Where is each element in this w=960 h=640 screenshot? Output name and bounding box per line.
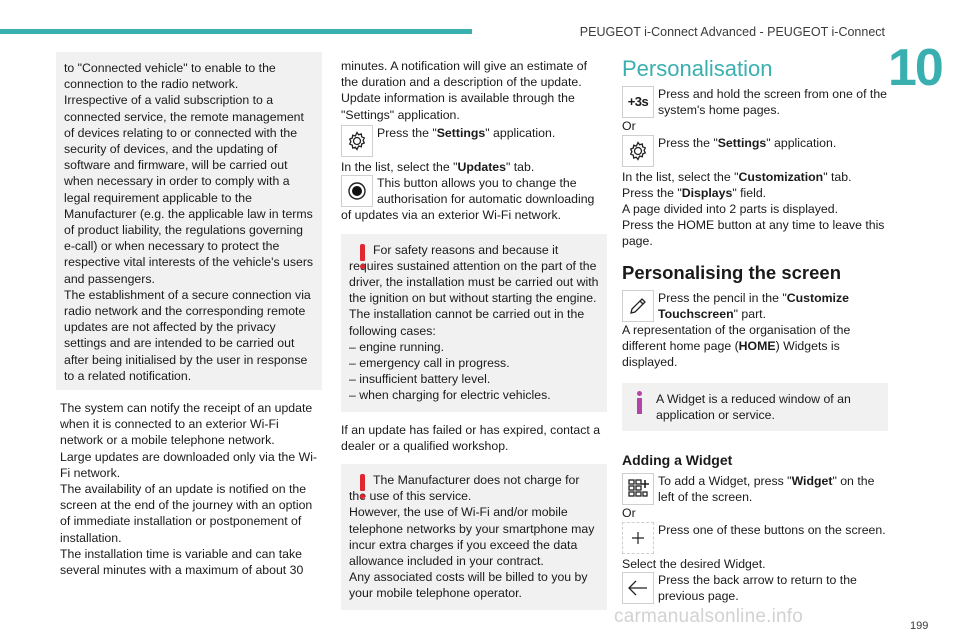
back-step-text: Press the back arrow to return to the previous page. xyxy=(658,572,857,604)
select-widget-text: Select the desired Widget. xyxy=(622,556,766,571)
plus-step-text: Press one of these buttons on the screen. xyxy=(658,522,886,537)
charges-warning-box xyxy=(341,464,607,610)
safety-warning-box xyxy=(341,234,607,412)
settings-step-bold: Settings xyxy=(436,125,486,140)
chapter-number: 10 xyxy=(888,39,942,97)
home-leave-text: Press the HOME button at any time to leave this page. xyxy=(622,218,885,249)
settings-step-2 xyxy=(622,135,888,167)
updates-tab-suffix: " tab. xyxy=(505,159,535,174)
update-notify-text: The system can notify the receipt of an update when it is connected to an exterior Wi-Fi network or a mobile telephone network. Large updates are downloaded only via the Wi-Fi network. The availability of an update is notified on the screen at the end of the journey with an option of immediate installation or postponement of installation. The installation time is variable and can take several minutes with a maximum of about 30 xyxy=(60,401,318,578)
settings-step-2-suffix: " application. xyxy=(766,135,837,150)
customization-suffix: " tab. xyxy=(823,169,852,184)
adding-widget-title: Adding a Widget xyxy=(622,452,733,469)
widget-info-box xyxy=(622,383,888,431)
displays-step xyxy=(622,185,888,201)
updates-tab-bold: Updates xyxy=(457,159,506,174)
customization-step xyxy=(622,169,888,185)
pencil-step-text: Press the pencil in the " xyxy=(658,290,787,305)
widget-step-suffix: " on the left of the screen. xyxy=(658,474,875,505)
displays-suffix: " field. xyxy=(732,185,767,200)
or-text: Or xyxy=(622,119,636,134)
updates-tab-text: In the list, select the " xyxy=(341,159,458,174)
pencil-step-bold: Customize Touchscreen xyxy=(658,290,849,321)
back-step xyxy=(622,572,888,604)
settings-gear-icon xyxy=(341,125,373,157)
displays-text: Press the " xyxy=(622,185,682,200)
legal-note-box xyxy=(56,52,322,390)
column-2 xyxy=(341,58,607,610)
column-3 xyxy=(622,56,888,604)
widget-step-bold: Widget xyxy=(791,474,833,489)
pencil-step-suffix: " part. xyxy=(733,306,767,321)
charges-warning-text: The Manufacturer does not charge for the use of this service. However, the use of Wi-Fi and/or mobile telephone networks by your smartphone may incur extra charges if you exceed the data allowance included in your contract. Any associated costs will be billed to you by your mobile telephone operator. xyxy=(349,473,595,601)
representation-text xyxy=(622,322,888,371)
displays-bold: Displays xyxy=(681,185,733,200)
page-number: 199 xyxy=(910,620,929,632)
plus-icon xyxy=(622,522,654,554)
update-info-text: minutes. A notification will give an estimate of the duration and a description of the update. Update information is available through the "Settings" application. xyxy=(341,59,588,122)
settings-step-text: Press the " xyxy=(377,125,437,140)
pencil-icon xyxy=(622,290,654,322)
toggle-radio-icon xyxy=(341,175,373,207)
representation-bold: HOME xyxy=(738,339,776,354)
representation-pre: A representation of the organisation of the different home page ( xyxy=(622,323,851,354)
home-hold-text: Press and hold the screen from one of the system's home pages. xyxy=(658,87,887,118)
update-failed-text: If an update has failed or has expired, contact a dealer or a qualified workshop. xyxy=(341,422,601,453)
settings-step-2-text: Press the " xyxy=(658,135,718,150)
pencil-step xyxy=(622,290,888,322)
back-arrow-icon xyxy=(622,572,654,604)
press-hold-3s-icon xyxy=(622,86,654,118)
auto-download-text: This button allows you to change the authorisation for automatic downloading xyxy=(377,176,595,207)
settings-step-suffix: " application. xyxy=(485,125,556,140)
customization-bold: Customization xyxy=(738,169,824,184)
section-title: Personalisation xyxy=(622,56,773,81)
plus-step xyxy=(622,522,888,554)
widget-step-text: To add a Widget, press " xyxy=(658,474,792,489)
header-accent-bar xyxy=(0,29,472,34)
or-text-2: Or xyxy=(622,506,636,521)
settings-step xyxy=(341,125,607,157)
widget-info-text: A Widget is a reduced window of an application or service. xyxy=(656,391,851,422)
home-hold-step xyxy=(622,86,888,118)
updates-tab-step xyxy=(341,159,607,175)
representation-post: ) Widgets is displayed. xyxy=(622,339,840,370)
auto-download-continued: of updates via an exterior Wi-Fi network. xyxy=(341,208,562,223)
column-1 xyxy=(56,52,322,578)
settings-step-2-bold: Settings xyxy=(717,135,767,150)
watermark: carmanualsonline.info xyxy=(614,606,804,627)
safety-warning-text: For safety reasons and because it requires sustained attention on the part of the driver, the installation must be carried out with the ignition on but without starting the engine. The installation cannot be carried out in the following cases: – engine running. – emergency call in progress. – insufficient battery level. – when charging for electric vehicles. xyxy=(349,242,599,403)
customization-text: In the list, select the " xyxy=(622,169,739,184)
widget-grid-plus-icon xyxy=(622,473,654,505)
subsection-title: Personalising the screen xyxy=(622,261,842,283)
widget-step xyxy=(622,473,888,505)
info-icon xyxy=(636,391,644,415)
header-title: PEUGEOT i-Connect Advanced - PEUGEOT i-Connect xyxy=(579,25,885,39)
legal-note-text: to "Connected vehicle" to enable to the connection to the radio network. Irrespective of a valid subscription to a connected service, the remote management of devices relating to or connected with the security of devices, and the updating of software and firmware, will be carried out when necessary in order to comply with a legal requirement applicable to the Manufacturer (e.g. the applicable law in terms of product liability, the regulations governing e-call) or when necessary to protect the respective vital interests of the vehicle's users and passengers. The establishment of a secure connection via radio network and the corresponding remote updates are not affected by the privacy settings and are intended to be carried out after being initialised by the user in response to a related notification. xyxy=(64,61,314,383)
auto-download-step xyxy=(341,175,607,207)
settings-gear-icon xyxy=(622,135,654,167)
press-hold-3s-label: +3s xyxy=(627,93,649,109)
page-divided-text: A page divided into 2 parts is displayed. xyxy=(622,202,839,217)
